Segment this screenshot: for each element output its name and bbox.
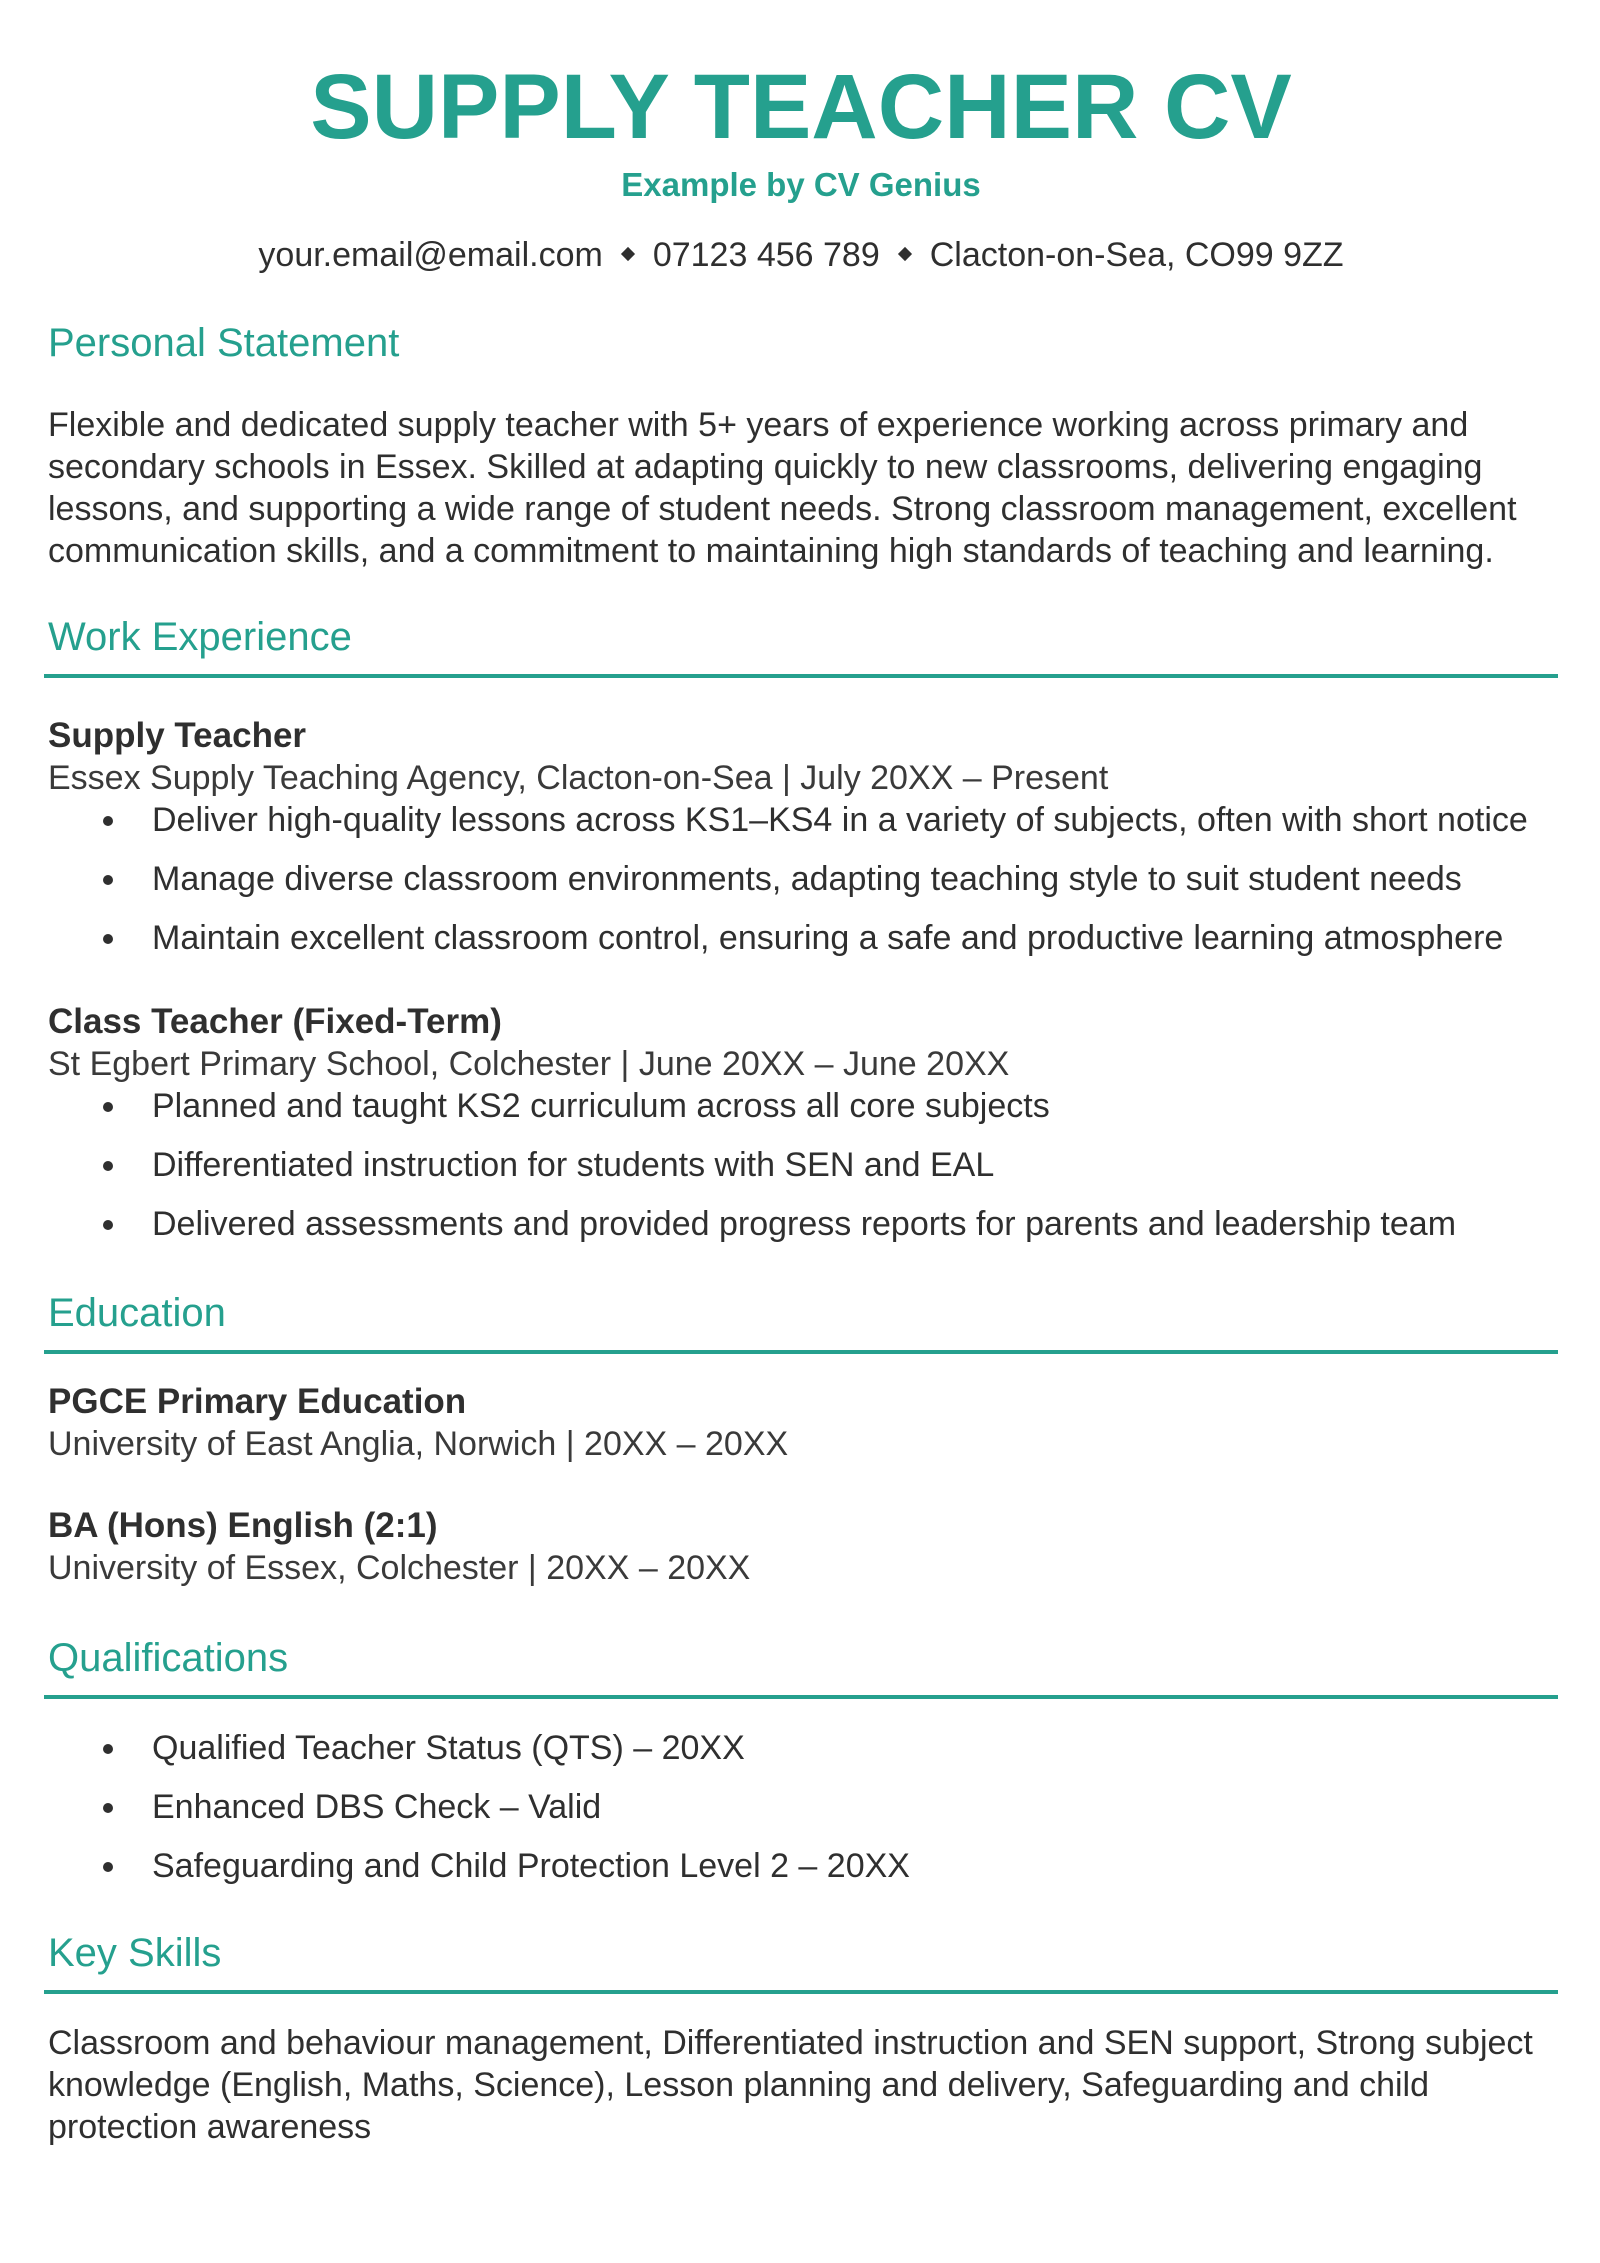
contact-location: Clacton-on-Sea, CO99 9ZZ (929, 236, 1344, 274)
section-divider (44, 1990, 1558, 1994)
bullet-icon (103, 1161, 113, 1171)
work-experience-heading: Work Experience (48, 615, 352, 659)
contact-line (48, 234, 1554, 276)
education-section (48, 1288, 1554, 1354)
bullet-icon (103, 934, 113, 944)
section-divider (44, 1350, 1558, 1354)
list-item (48, 1085, 1554, 1127)
skills-line: protection awareness (48, 2108, 372, 2146)
contact-phone: 07123 456 789 (652, 236, 880, 274)
education-entry (48, 1380, 1554, 1465)
skills-line: knowledge (English, Maths, Science), Lesson planning and delivery, Safeguarding and child (48, 2066, 1430, 2104)
bullet-text: Enhanced DBS Check – Valid (152, 1788, 602, 1826)
job-title: Class Teacher (Fixed-Term) (48, 1002, 502, 1041)
statement-line: communication skills, and a commitment to maintaining high standards of teaching and learning. (48, 532, 1494, 570)
bullet-icon (103, 875, 113, 885)
diamond-separator-icon (898, 247, 912, 261)
qualifications-heading: Qualifications (48, 1636, 289, 1680)
list-item (48, 1786, 1554, 1828)
bullet-text: Manage diverse classroom environments, adapting teaching style to suit student needs (152, 860, 1462, 898)
list-item (48, 1144, 1554, 1186)
cv-title: SUPPLY TEACHER CV (310, 56, 1292, 158)
education-meta: University of East Anglia, Norwich | 20XX – 20XX (48, 1425, 789, 1463)
job-title: Supply Teacher (48, 716, 307, 755)
work-experience-section (48, 612, 1554, 678)
job-bullets (48, 799, 1554, 959)
education-heading: Education (48, 1291, 226, 1335)
job-meta: Essex Supply Teaching Agency, Clacton-on-Sea | July 20XX – Present (48, 759, 1109, 797)
statement-line: lessons, and supporting a wide range of student needs. Strong classroom management, excellent (48, 490, 1517, 528)
bullet-icon (103, 1862, 113, 1872)
bullet-icon (103, 1803, 113, 1813)
statement-line: secondary schools in Essex. Skilled at adapting quickly to new classrooms, delivering engaging (48, 448, 1483, 486)
bullet-text: Qualified Teacher Status (QTS) – 20XX (152, 1729, 745, 1767)
key-skills-text (48, 2022, 1554, 2148)
bullet-text: Differentiated instruction for students with SEN and EAL (152, 1146, 995, 1184)
bullet-text: Delivered assessments and provided progress reports for parents and leadership team (152, 1205, 1457, 1243)
key-skills-heading: Key Skills (48, 1931, 222, 1975)
list-item (48, 917, 1554, 959)
qualification-bullets (48, 1727, 1554, 1887)
section-divider (44, 1695, 1558, 1699)
personal-statement-text (48, 404, 1554, 572)
bullet-text: Safeguarding and Child Protection Level 2 – 20XX (152, 1847, 910, 1885)
bullet-icon (103, 1744, 113, 1754)
bullet-text: Deliver high-quality lessons across KS1–KS4 in a variety of subjects, often with short notice (152, 801, 1528, 839)
personal-statement-section (48, 318, 1554, 368)
skills-line: Classroom and behaviour management, Differentiated instruction and SEN support, Strong subject (48, 2024, 1533, 2062)
education-title: BA (Hons) English (2:1) (48, 1506, 438, 1545)
contact-email: your.email@email.com (258, 236, 603, 274)
list-item (48, 858, 1554, 900)
diamond-separator-icon (621, 247, 635, 261)
bullet-text: Maintain excellent classroom control, ensuring a safe and productive learning atmosphere (152, 919, 1504, 957)
qualifications-list (48, 1727, 1554, 1887)
section-divider (44, 674, 1558, 678)
job-bullets (48, 1085, 1554, 1245)
education-title: PGCE Primary Education (48, 1382, 467, 1421)
personal-statement-heading: Personal Statement (48, 321, 400, 365)
education-entry (48, 1504, 1554, 1589)
key-skills-section (48, 1928, 1554, 1994)
bullet-icon (103, 1220, 113, 1230)
job-entry (48, 1000, 1554, 1245)
list-item (48, 1203, 1554, 1245)
qualifications-section (48, 1633, 1554, 1699)
cv-subtitle: Example by CV Genius (621, 166, 981, 203)
job-meta: St Egbert Primary School, Colchester | June 20XX – June 20XX (48, 1045, 1010, 1083)
list-item (48, 1727, 1554, 1769)
job-entry (48, 714, 1554, 959)
bullet-text: Planned and taught KS2 curriculum across all core subjects (152, 1087, 1050, 1125)
bullet-icon (103, 1102, 113, 1112)
education-meta: University of Essex, Colchester | 20XX – 20XX (48, 1549, 751, 1587)
bullet-icon (103, 816, 113, 826)
list-item (48, 799, 1554, 841)
statement-line: Flexible and dedicated supply teacher with 5+ years of experience working across primary and (48, 406, 1469, 444)
list-item (48, 1845, 1554, 1887)
